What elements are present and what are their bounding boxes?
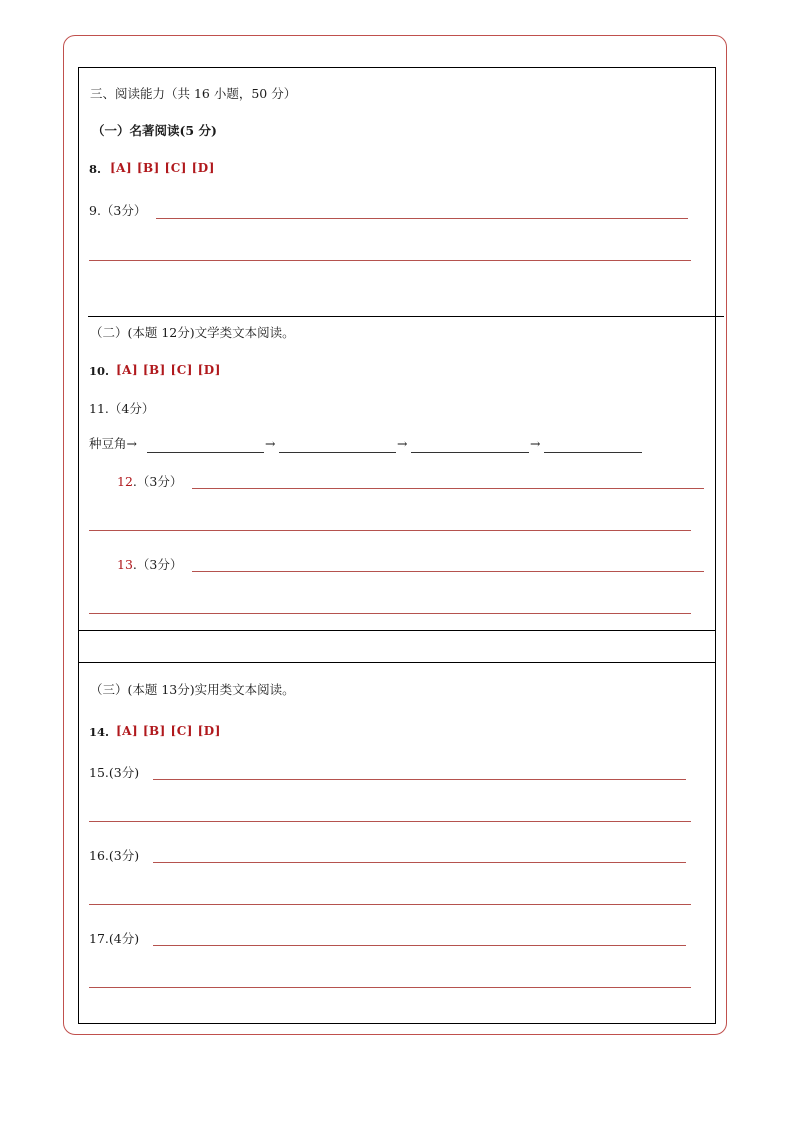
q11-arrow-2: → [397, 436, 408, 451]
q13-label [117, 557, 182, 573]
q11-arrow-1: → [265, 436, 276, 451]
q11-arrow-3: → [530, 436, 541, 451]
q12-label [117, 474, 182, 490]
q11-label: 11.（4分） [89, 401, 155, 416]
part1-title: （一）名著阅读(5 分) [92, 123, 217, 138]
q17-answer-line-2[interactable] [89, 987, 691, 988]
q16-answer-line-2[interactable] [89, 904, 691, 905]
q11-blank-2[interactable] [279, 452, 396, 453]
q12-score: .（3分） [132, 474, 183, 489]
q11-blank-4[interactable] [544, 452, 642, 453]
q13-answer-line-1[interactable] [192, 571, 704, 572]
q14-number: 14. [89, 725, 110, 739]
q8-options[interactable]: [A] [B] [C] [D] [110, 161, 215, 175]
q15-answer-line-1[interactable] [153, 779, 686, 780]
section-three-title: 三、阅读能力（共 16 小题，50 分） [90, 86, 297, 101]
q10-number: 10. [89, 364, 110, 378]
q9-answer-line-2[interactable] [89, 260, 691, 261]
q12-answer-line-2[interactable] [89, 530, 691, 531]
divider-part3-top [78, 662, 716, 663]
q13-number: 13 [117, 557, 133, 572]
q15-label: 15.(3分) [89, 765, 140, 780]
q11-blank-3[interactable] [411, 452, 529, 453]
q13-score: .（3分） [132, 557, 183, 572]
q9-label: 9.（3分） [89, 203, 147, 218]
part3-title: （三）(本题 13分)实用类文本阅读。 [90, 682, 295, 697]
q17-label: 17.(4分) [89, 931, 140, 946]
q14-options[interactable]: [A] [B] [C] [D] [116, 724, 221, 738]
answer-area-box [78, 67, 716, 1024]
q10-options[interactable]: [A] [B] [C] [D] [116, 363, 221, 377]
q16-label: 16.(3分) [89, 848, 140, 863]
q16-answer-line-1[interactable] [153, 862, 686, 863]
q11-blank-1[interactable] [147, 452, 264, 453]
q11-sequence-start: 种豆角→ [89, 436, 137, 451]
divider-part1-part2 [88, 316, 724, 317]
q12-number: 12 [117, 474, 133, 489]
q8-number: 8. [89, 162, 102, 176]
q17-answer-line-1[interactable] [153, 945, 686, 946]
q13-answer-line-2[interactable] [89, 613, 691, 614]
divider-part2-bottom [78, 630, 716, 631]
part2-title: （二）(本题 12分)文学类文本阅读。 [90, 325, 295, 340]
q15-answer-line-2[interactable] [89, 821, 691, 822]
q9-answer-line-1[interactable] [156, 218, 688, 219]
q12-answer-line-1[interactable] [192, 488, 704, 489]
